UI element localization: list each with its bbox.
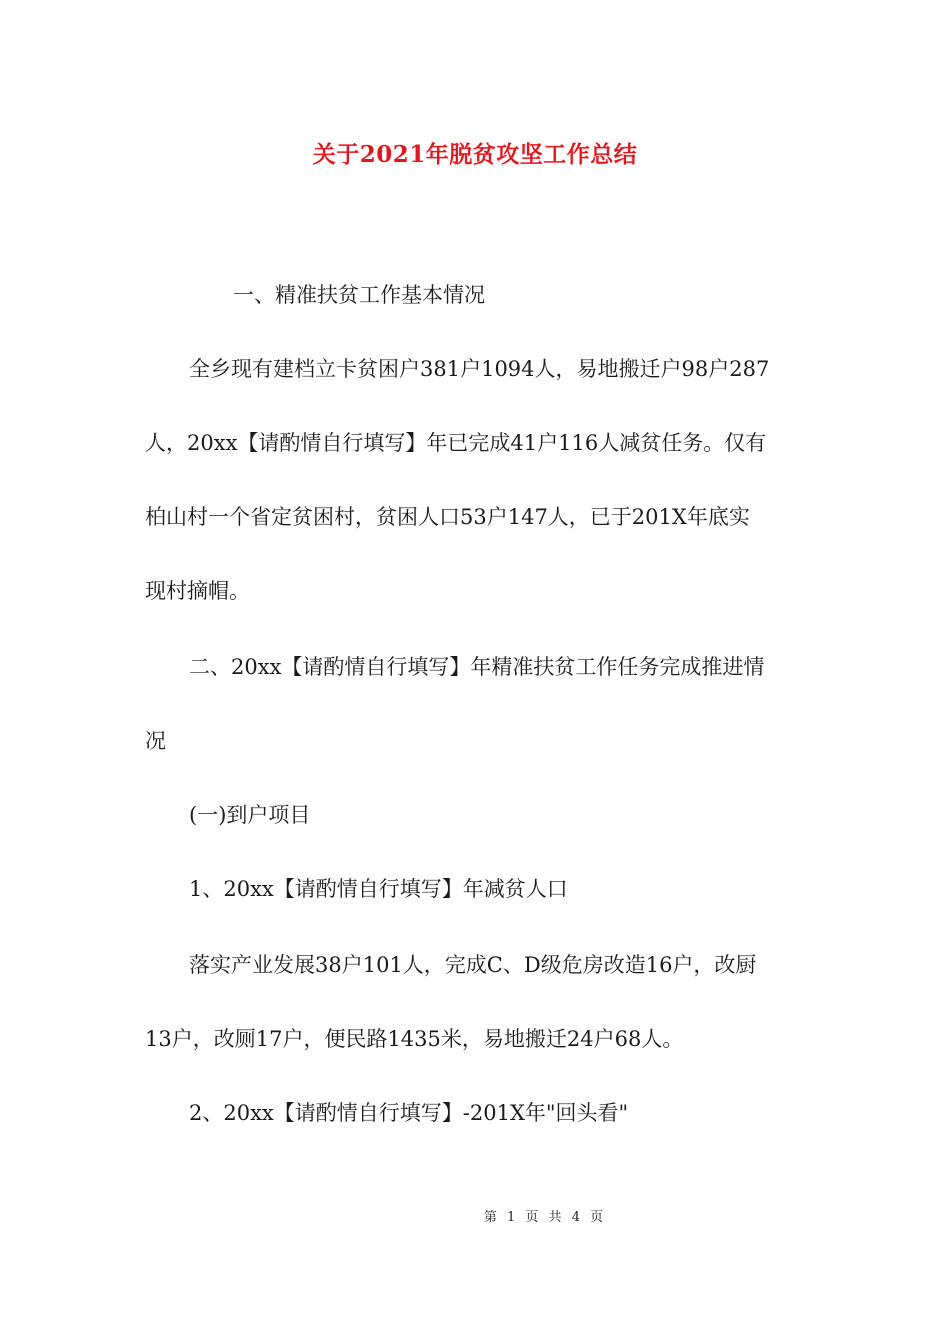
paragraph-line: 人，20xx【请酌情自行填写】年已完成41户116人减贫任务。仅有 [145,431,767,455]
section-heading-2: 二、20xx【请酌情自行填写】年精准扶贫工作任务完成推进情 [189,655,765,679]
paragraph-line: 13户，改厕17户，便民路1435米，易地搬迁24户68人。 [145,1027,684,1051]
paragraph-line: 落实产业发展38户101人，完成C、D级危房改造16户，改厨 [189,953,757,977]
item-heading-1: 1、20xx【请酌情自行填写】年减贫人口 [189,877,568,901]
paragraph-line: 柏山村一个省定贫困村，贫困人口53户147人，已于201X年底实 [145,505,750,529]
paragraph-line: 全乡现有建档立卡贫困户381户1094人，易地搬迁户98户287 [189,357,770,381]
subsection-heading: (一)到户项目 [189,803,311,827]
document-title: 关于2021年脱贫攻坚工作总结 [312,141,638,168]
section-heading-2-continued: 况 [145,729,166,753]
section-heading-1: 一、精准扶贫工作基本情况 [233,283,485,307]
page-footer: 第 1 页 共 4 页 [483,1210,607,1225]
paragraph-line: 现村摘帽。 [145,579,250,603]
item-heading-2: 2、20xx【请酌情自行填写】-201X年"回头看" [189,1101,629,1125]
